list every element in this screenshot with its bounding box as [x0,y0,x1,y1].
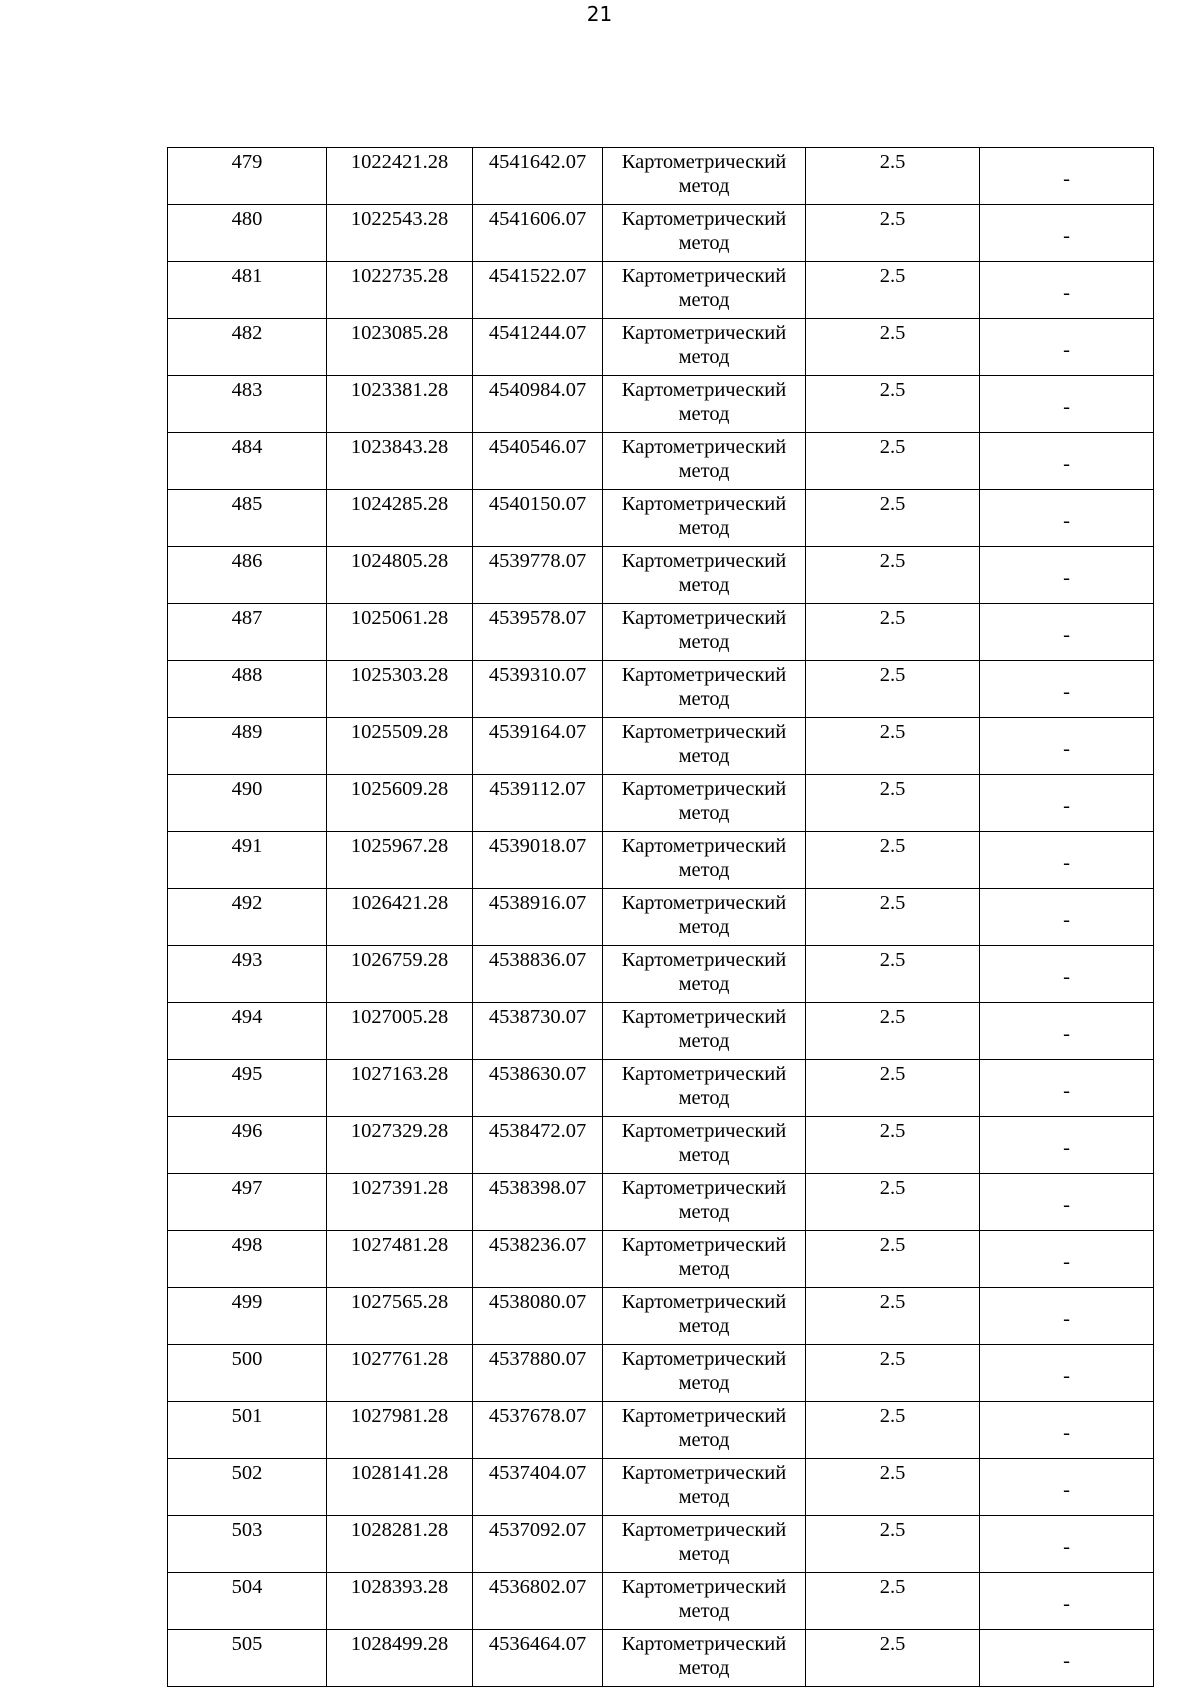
method-label-line1: Картометрический [621,949,787,971]
x-coordinate-cell: 1027981.28 [327,1402,473,1459]
x-coordinate-cell: 1022735.28 [327,262,473,319]
method-cell [603,1459,806,1516]
method-cell [603,433,806,490]
y-coordinate-cell: 4539164.07 [473,718,603,775]
table-row [168,889,1154,946]
extra-cell: - [980,1516,1154,1573]
x-coordinate-cell: 1022543.28 [327,205,473,262]
method-cell [603,889,806,946]
method-cell [603,205,806,262]
x-coordinate-cell: 1027481.28 [327,1231,473,1288]
y-coordinate-cell: 4539018.07 [473,832,603,889]
x-coordinate-cell: 1028281.28 [327,1516,473,1573]
method-label-line1: Картометрический [621,550,787,572]
method-cell [603,148,806,205]
x-coordinate-cell: 1027163.28 [327,1060,473,1117]
point-number-cell: 483 [168,376,327,433]
x-coordinate-cell: 1023381.28 [327,376,473,433]
extra-cell: - [980,889,1154,946]
method-cell [603,376,806,433]
y-coordinate-cell: 4538472.07 [473,1117,603,1174]
accuracy-cell: 2.5 [806,490,980,547]
point-number-cell: 481 [168,262,327,319]
point-number-cell: 486 [168,547,327,604]
point-number-cell: 499 [168,1288,327,1345]
accuracy-cell: 2.5 [806,1288,980,1345]
y-coordinate-cell: 4536464.07 [473,1630,603,1687]
method-label-line2: метод [678,1258,730,1280]
extra-cell: - [980,1288,1154,1345]
x-coordinate-cell: 1027005.28 [327,1003,473,1060]
table-row [168,148,1154,205]
accuracy-cell: 2.5 [806,1003,980,1060]
page-number: 21 [586,2,613,26]
point-number-cell: 503 [168,1516,327,1573]
x-coordinate-cell: 1028499.28 [327,1630,473,1687]
method-label-line2: метод [678,232,730,254]
method-label-line1: Картометрический [621,322,787,344]
table-row [168,604,1154,661]
method-label-line1: Картометрический [621,1063,787,1085]
method-label-line2: метод [678,460,730,482]
table-row [168,661,1154,718]
method-label-line1: Картометрический [621,1462,787,1484]
table-row [168,433,1154,490]
x-coordinate-cell: 1027391.28 [327,1174,473,1231]
table-row [168,1459,1154,1516]
point-number-cell: 495 [168,1060,327,1117]
method-cell [603,1174,806,1231]
point-number-cell: 498 [168,1231,327,1288]
table-row [168,376,1154,433]
method-cell [603,1003,806,1060]
table-row [168,1231,1154,1288]
accuracy-cell: 2.5 [806,433,980,490]
y-coordinate-cell: 4536802.07 [473,1573,603,1630]
y-coordinate-cell: 4541606.07 [473,205,603,262]
method-cell [603,262,806,319]
point-number-cell: 494 [168,1003,327,1060]
method-label-line1: Картометрический [621,1291,787,1313]
method-label-line1: Картометрический [621,835,787,857]
method-cell [603,490,806,547]
method-label-line1: Картометрический [621,1120,787,1142]
y-coordinate-cell: 4539578.07 [473,604,603,661]
accuracy-cell: 2.5 [806,1060,980,1117]
table-row [168,718,1154,775]
method-label-line1: Картометрический [621,1177,787,1199]
method-label-line2: метод [678,745,730,767]
table-row [168,547,1154,604]
accuracy-cell: 2.5 [806,775,980,832]
extra-cell: - [980,1117,1154,1174]
accuracy-cell: 2.5 [806,262,980,319]
method-label-line1: Картометрический [621,1405,787,1427]
method-label-line2: метод [678,1372,730,1394]
method-cell [603,718,806,775]
y-coordinate-cell: 4541522.07 [473,262,603,319]
point-number-cell: 487 [168,604,327,661]
table-row [168,775,1154,832]
accuracy-cell: 2.5 [806,1174,980,1231]
method-label-line2: метод [678,175,730,197]
method-cell [603,1231,806,1288]
point-number-cell: 502 [168,1459,327,1516]
method-label-line1: Картометрический [621,1348,787,1370]
method-label-line2: метод [678,1144,730,1166]
extra-cell: - [980,319,1154,376]
method-cell [603,604,806,661]
method-label-line2: метод [678,1030,730,1052]
accuracy-cell: 2.5 [806,718,980,775]
table-row [168,1060,1154,1117]
accuracy-cell: 2.5 [806,148,980,205]
method-label-line2: метод [678,574,730,596]
method-label-line1: Картометрический [621,607,787,629]
accuracy-cell: 2.5 [806,376,980,433]
x-coordinate-cell: 1022421.28 [327,148,473,205]
y-coordinate-cell: 4537404.07 [473,1459,603,1516]
accuracy-cell: 2.5 [806,1402,980,1459]
method-label-line2: метод [678,1657,730,1679]
y-coordinate-cell: 4539310.07 [473,661,603,718]
y-coordinate-cell: 4541244.07 [473,319,603,376]
x-coordinate-cell: 1025303.28 [327,661,473,718]
method-cell [603,1060,806,1117]
extra-cell: - [980,1231,1154,1288]
point-number-cell: 491 [168,832,327,889]
method-label-line1: Картометрический [621,664,787,686]
table-row [168,490,1154,547]
y-coordinate-cell: 4539778.07 [473,547,603,604]
x-coordinate-cell: 1027329.28 [327,1117,473,1174]
method-cell [603,319,806,376]
point-number-cell: 493 [168,946,327,1003]
extra-cell: - [980,1345,1154,1402]
extra-cell: - [980,547,1154,604]
x-coordinate-cell: 1028141.28 [327,1459,473,1516]
method-cell [603,1630,806,1687]
accuracy-cell: 2.5 [806,1630,980,1687]
x-coordinate-cell: 1027565.28 [327,1288,473,1345]
y-coordinate-cell: 4540546.07 [473,433,603,490]
extra-cell: - [980,604,1154,661]
table-row [168,1117,1154,1174]
y-coordinate-cell: 4538236.07 [473,1231,603,1288]
y-coordinate-cell: 4539112.07 [473,775,603,832]
extra-cell: - [980,718,1154,775]
method-label-line2: метод [678,1600,730,1622]
table-row [168,832,1154,889]
method-label-line2: метод [678,688,730,710]
accuracy-cell: 2.5 [806,1459,980,1516]
point-number-cell: 501 [168,1402,327,1459]
method-label-line2: метод [678,859,730,881]
extra-cell: - [980,205,1154,262]
x-coordinate-cell: 1026421.28 [327,889,473,946]
table-row [168,1402,1154,1459]
point-number-cell: 492 [168,889,327,946]
y-coordinate-cell: 4540150.07 [473,490,603,547]
table-row [168,1630,1154,1687]
table-row [168,1003,1154,1060]
extra-cell: - [980,661,1154,718]
method-label-line1: Картометрический [621,265,787,287]
method-label-line1: Картометрический [621,1576,787,1598]
extra-cell: - [980,1459,1154,1516]
method-cell [603,1117,806,1174]
extra-cell: - [980,946,1154,1003]
point-number-cell: 480 [168,205,327,262]
table-row [168,1573,1154,1630]
method-label-line1: Картометрический [621,1006,787,1028]
accuracy-cell: 2.5 [806,1117,980,1174]
point-number-cell: 484 [168,433,327,490]
method-cell [603,547,806,604]
accuracy-cell: 2.5 [806,205,980,262]
method-cell [603,1288,806,1345]
extra-cell: - [980,1573,1154,1630]
table-row [168,1174,1154,1231]
method-label-line2: метод [678,1429,730,1451]
x-coordinate-cell: 1025061.28 [327,604,473,661]
extra-cell: - [980,262,1154,319]
y-coordinate-cell: 4537092.07 [473,1516,603,1573]
table-row [168,319,1154,376]
extra-cell: - [980,1060,1154,1117]
y-coordinate-cell: 4538080.07 [473,1288,603,1345]
x-coordinate-cell: 1025967.28 [327,832,473,889]
extra-cell: - [980,1174,1154,1231]
point-number-cell: 490 [168,775,327,832]
point-number-cell: 505 [168,1630,327,1687]
method-label-line2: метод [678,1315,730,1337]
table-row [168,1345,1154,1402]
accuracy-cell: 2.5 [806,1573,980,1630]
x-coordinate-cell: 1028393.28 [327,1573,473,1630]
method-label-line2: метод [678,1543,730,1565]
method-label-line1: Картометрический [621,436,787,458]
x-coordinate-cell: 1023085.28 [327,319,473,376]
x-coordinate-cell: 1027761.28 [327,1345,473,1402]
method-cell [603,832,806,889]
accuracy-cell: 2.5 [806,319,980,376]
method-label-line1: Картометрический [621,151,787,173]
extra-cell: - [980,490,1154,547]
x-coordinate-cell: 1024285.28 [327,490,473,547]
method-label-line2: метод [678,916,730,938]
table-row [168,1516,1154,1573]
y-coordinate-cell: 4537678.07 [473,1402,603,1459]
accuracy-cell: 2.5 [806,1345,980,1402]
method-label-line1: Картометрический [621,1633,787,1655]
x-coordinate-cell: 1024805.28 [327,547,473,604]
method-label-line2: метод [678,1486,730,1508]
method-cell [603,1516,806,1573]
y-coordinate-cell: 4541642.07 [473,148,603,205]
table-row [168,262,1154,319]
method-label-line1: Картометрический [621,493,787,515]
method-cell [603,661,806,718]
method-label-line2: метод [678,403,730,425]
y-coordinate-cell: 4538630.07 [473,1060,603,1117]
method-cell [603,946,806,1003]
point-number-cell: 504 [168,1573,327,1630]
method-cell [603,1573,806,1630]
method-label-line2: метод [678,973,730,995]
method-label-line1: Картометрический [621,721,787,743]
x-coordinate-cell: 1026759.28 [327,946,473,1003]
point-number-cell: 496 [168,1117,327,1174]
y-coordinate-cell: 4540984.07 [473,376,603,433]
table-row [168,205,1154,262]
accuracy-cell: 2.5 [806,946,980,1003]
method-label-line1: Картометрический [621,1519,787,1541]
accuracy-cell: 2.5 [806,889,980,946]
y-coordinate-cell: 4538730.07 [473,1003,603,1060]
table-row [168,946,1154,1003]
x-coordinate-cell: 1025509.28 [327,718,473,775]
extra-cell: - [980,148,1154,205]
point-number-cell: 485 [168,490,327,547]
method-label-line2: метод [678,1087,730,1109]
method-label-line2: метод [678,802,730,824]
point-number-cell: 488 [168,661,327,718]
accuracy-cell: 2.5 [806,1231,980,1288]
method-label-line1: Картометрический [621,379,787,401]
coordinates-table [167,147,1154,1687]
extra-cell: - [980,433,1154,490]
point-number-cell: 500 [168,1345,327,1402]
method-label-line1: Картометрический [621,892,787,914]
method-label-line1: Картометрический [621,1234,787,1256]
extra-cell: - [980,1630,1154,1687]
accuracy-cell: 2.5 [806,1516,980,1573]
coordinates-table-body [168,148,1154,1687]
extra-cell: - [980,832,1154,889]
accuracy-cell: 2.5 [806,547,980,604]
accuracy-cell: 2.5 [806,832,980,889]
x-coordinate-cell: 1023843.28 [327,433,473,490]
method-label-line2: метод [678,346,730,368]
extra-cell: - [980,775,1154,832]
method-label-line2: метод [678,631,730,653]
extra-cell: - [980,1003,1154,1060]
y-coordinate-cell: 4538398.07 [473,1174,603,1231]
method-label-line1: Картометрический [621,208,787,230]
y-coordinate-cell: 4538836.07 [473,946,603,1003]
x-coordinate-cell: 1025609.28 [327,775,473,832]
extra-cell: - [980,376,1154,433]
method-label-line1: Картометрический [621,778,787,800]
method-label-line2: метод [678,517,730,539]
point-number-cell: 489 [168,718,327,775]
method-cell [603,775,806,832]
y-coordinate-cell: 4537880.07 [473,1345,603,1402]
method-cell [603,1345,806,1402]
accuracy-cell: 2.5 [806,661,980,718]
method-label-line2: метод [678,289,730,311]
accuracy-cell: 2.5 [806,604,980,661]
point-number-cell: 482 [168,319,327,376]
table-row [168,1288,1154,1345]
method-cell [603,1402,806,1459]
point-number-cell: 497 [168,1174,327,1231]
point-number-cell: 479 [168,148,327,205]
y-coordinate-cell: 4538916.07 [473,889,603,946]
method-label-line2: метод [678,1201,730,1223]
extra-cell: - [980,1402,1154,1459]
